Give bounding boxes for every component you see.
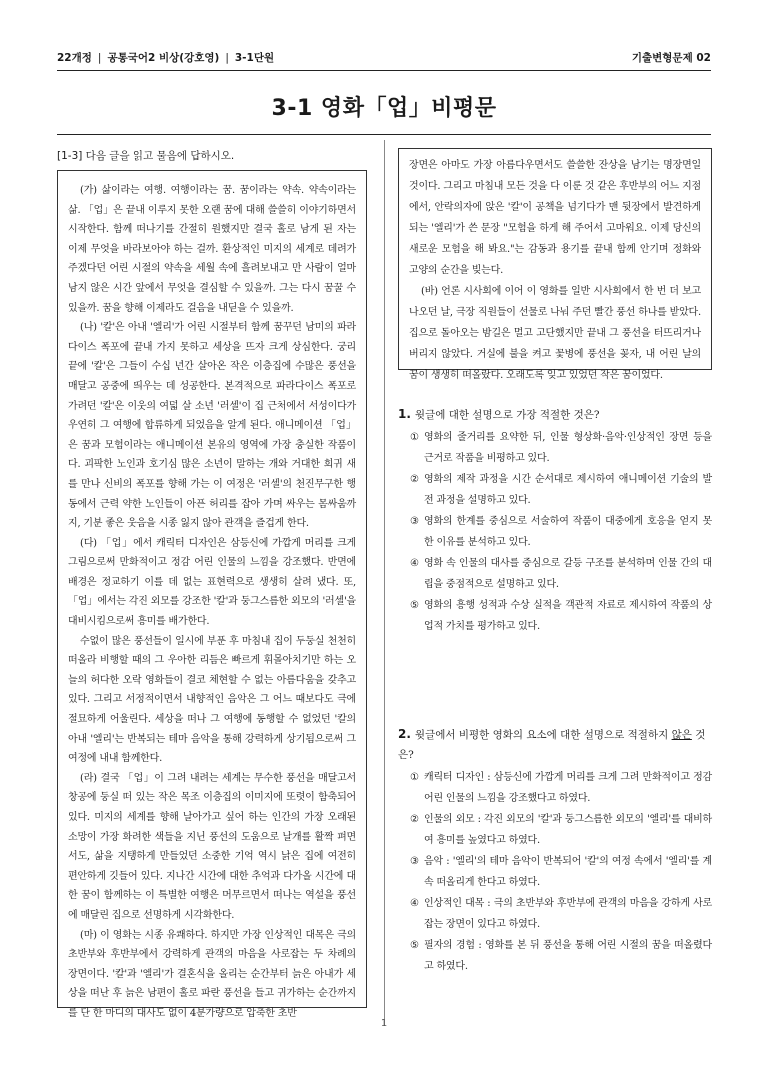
- question-2-option-4[interactable]: [398, 893, 712, 935]
- option-text: 영화 속 인물의 대사를 중심으로 갈등 구조를 분석하며 인물 간의 대립을 중점적으로 설명하고 있다.: [424, 558, 712, 590]
- passage-paragraph-ga: (가) 삶이라는 여행. 여행이라는 꿈. 꿈이라는 약속. 약속이라는 삶. 「업」은 끝내 이루지 못한 오랜 꿈에 대해 쓸쓸히 이야기하면서 시작한다. 함께 떠나기를 간절히 원했지만 결국 홀로 남게 된 자는 이제 무엇을 바라보아야 하는 걸까. 환상적인 미지의 세계로 데려가 주겠다던 어린 시절의 약속을 세월 속에 흘려보내고 만 사람이 얼마 남지 않은 시간 앞에서 무엇을 결심할 수 있을까. 그는 다시 꿈꿀 수 있을까. 꿈을 향해 이제라도 걸음을 내딛을 수 있을까.: [68, 185, 356, 314]
- option-number: ④: [410, 898, 419, 909]
- passage-paragraph-da: (다) 「업」에서 캐릭터 디자인은 삼등신에 가깝게 머리를 크게 그림으로써 만화적이고 정감 어린 인물의 느낌을 강조했다. 반면에 배경은 정교하기 이를 데 없는 표현력으로 생생히 살려 냈다. 또, 「업」에서는 각진 외모를 강조한 '칼'과 둥그스름한 외모의 '러셀'을 대비시킴으로써 흥미를 배가한다.: [68, 537, 356, 628]
- option-number: ⑤: [410, 600, 419, 611]
- question-1-option-2[interactable]: [398, 469, 712, 511]
- instruction-text: [1-3] 다음 글을 읽고 물음에 답하시오.: [57, 150, 235, 162]
- option-number: ②: [410, 474, 419, 485]
- question-1-option-5[interactable]: [398, 595, 712, 637]
- option-number: ③: [410, 856, 419, 867]
- option-text: 인물의 외모 : 각진 외모의 '칼'과 둥그스름한 외모의 '엘리'를 대비하여 흥미를 높였다고 하였다.: [424, 814, 712, 846]
- passage-continuation-box: [398, 148, 712, 381]
- passage-paragraph-na: (나) '칼'은 아내 '엘리'가 어린 시절부터 함께 꿈꾸던 남미의 파라다이스 폭포에 끝내 가지 못하고 세상을 뜨자 크게 상심한다. 궁리 끝에 '칼'은 그들이 수십 년간 살아온 작은 이층집에 수많은 풍선을 매달고 공중에 띄우는 데 성공한다. 본격적으로 파라다이스 폭포로 가려던 '칼'은 이웃의 여덟 살 소년 '러셀'이 집 근처에서 서성이다가 우연히 그 여행에 합류하게 되었음을 알게 된다. 애니메이션 「업」은 꿈과 모험이라는 애니메이션 본유의 영역에 가장 충실한 작품이다. 괴팍한 노인과 호기심 많은 소년이 말하는 개와 거대한 희귀 새를 만나 신비의 폭포를 향해 가는 이 여정은 '러셀'의 천진무구한 행동에서 근력 약한 노인들이 아픈 허리를 잡아 가며 싸우는 몸싸움까지, 기분 좋은 웃음을 시종 잃지 않아 관객을 즐겁게 한다.: [68, 322, 356, 530]
- question-1-option-4[interactable]: [398, 553, 712, 595]
- option-text: 인상적인 대목 : 극의 초반부와 후반부에 관객의 마음을 강하게 사로잡는 장면이 있다고 하였다.: [424, 898, 712, 930]
- question-1-options: [398, 427, 712, 637]
- passage-paragraph-da-2: 수없이 많은 풍선들이 일시에 부푼 후 마침내 집이 두둥실 천천히 떠올라 비행할 때의 그 우아한 리듬은 빠르게 휘몰아치기만 하는 오늘의 허다한 오락 영화들이 결코 체현할 수 없는 아름다움을 갖추고 있다. 그리고 서정적이면서 내향적인 음악은 그 어느 때보다도 극에 절묘하게 어울린다. 세상을 떠나 그 여행에 동행할 수 없었던 '칼의 아내 '엘리'는 반복되는 테마 음악을 통해 강력하게 상기됨으로써 그 여정에 내내 함께한다.: [68, 635, 356, 765]
- question-2-option-5[interactable]: [398, 935, 712, 977]
- question-2-option-1[interactable]: [398, 767, 712, 809]
- page-title: 3-1 영화「업」비평문: [271, 96, 497, 121]
- header-course-info: 22개정 | 공통국어2 비상(강호영) | 3-1단원: [57, 51, 275, 64]
- question-2-stem-underlined: 않은: [671, 729, 692, 741]
- question-1-option-1[interactable]: [398, 427, 712, 469]
- passage-paragraph-ra: (라) 결국 「업」이 그려 내려는 세계는 무수한 풍선을 매달고서 창공에 둥실 떠 있는 작은 목조 이층집의 이미지에 또렷이 함축되어 있다. 미지의 세계를 향해 날아가고 싶어 하는 인간의 가장 오래된 소망이 가장 화려한 색들을 지닌 풍선의 도움으로 날개를 활짝 펴면서도, 삶을 지탱하게 만들었던 소중한 기억 역시 낡은 집에 여전히 편안하게 깃들어 있다. 지나간 시간에 대한 추억과 다가올 시간에 대한 꿈이 함께하는 이 특별한 여행은 머무르면서 떠나는 역설을 풍선에 매달린 집으로 선명하게 시각화한다.: [68, 772, 356, 921]
- column-divider: [384, 140, 385, 1026]
- question-2-stem: [398, 724, 712, 765]
- option-text: 필자의 경험 : 영화를 본 뒤 풍선을 통해 어린 시절의 꿈을 떠올렸다고 하였다.: [424, 940, 712, 972]
- header-unit: 3-1단원: [234, 51, 275, 64]
- header-rule: [57, 70, 711, 71]
- option-number: ②: [410, 814, 419, 825]
- question-1-stem-text: 윗글에 대한 설명으로 가장 적절한 것은?: [414, 409, 600, 421]
- option-text: 영화의 한계를 중심으로 서술하여 작품이 대중에게 호응을 얻지 못한 이유를 분석하고 있다.: [424, 516, 712, 548]
- option-number: ④: [410, 558, 419, 569]
- passage-box: [57, 170, 367, 1019]
- header-exam-type: 기출변형문제 02: [631, 51, 711, 64]
- header-subject: 공통국어2 비상(강호영): [107, 51, 220, 64]
- option-number: ⑤: [410, 940, 419, 951]
- option-text: 영화의 흥행 성적과 수상 실적을 객관적 자료로 제시하여 작품의 상업적 가치를 평가하고 있다.: [424, 600, 712, 632]
- question-2-number: 2.: [398, 727, 411, 741]
- question-1-number: 1.: [398, 407, 411, 421]
- option-text: 영화의 제작 과정을 시간 순서대로 제시하여 애니메이션 기술의 발전 과정을 설명하고 있다.: [424, 474, 712, 506]
- question-2-options: [398, 767, 712, 977]
- passage-continuation-ma: 장면은 아마도 가장 아름다우면서도 쓸쓸한 잔상을 남기는 명장면일 것이다. 그리고 마침내 모든 것을 다 이룬 것 같은 후반부의 어느 지점에서, 안락의자에 앉은 '칼'이 공책을 넘기다가 맨 뒷장에서 발견하게 되는 '엘리'가 쓴 문장 "모험을 하게 해 주어서 고마워요. 이제 당신의 새로운 모험을 해 봐요."는 감동과 용기를 끝내 함께 안기며 정화와 고양의 순간을 빚는다.: [409, 160, 701, 276]
- passage-paragraph-ma: (마) 이 영화는 시종 유쾌하다. 하지만 가장 인상적인 대목은 극의 초반부와 후반부에서 강력하게 관객의 마음을 사로잡는 두 차례의 장면이다. '칼'과 '엘리'가 결혼식을 올리는 순간부터 늙은 아내가 세상을 떠난 후 늙은 남편이 홀로 파란 풍선을 들고 귀가하는 순간까지를 단 한 마디의 대사도 없이 4분가량으로 압축한 초반: [68, 929, 356, 1019]
- question-2-option-2[interactable]: [398, 809, 712, 851]
- option-text: 영화의 줄거리를 요약한 뒤, 인물 형상화·음악·인상적인 장면 등을 근거로 작품을 비평하고 있다.: [424, 432, 712, 464]
- header-curriculum: 22개정: [57, 51, 92, 64]
- option-number: ①: [410, 772, 419, 783]
- question-2: [398, 724, 712, 977]
- option-number: ③: [410, 516, 419, 527]
- question-1-option-3[interactable]: [398, 511, 712, 553]
- page-header: [57, 48, 711, 66]
- passage-paragraph-ba: (바) 언론 시사회에 이어 이 영화를 일반 시사회에서 한 번 더 보고 나오던 날, 극장 직원들이 선물로 나눠 주던 빨간 풍선 하나를 받았다. 집으로 돌아오는 밤길은 멀고 고단했지만 끝내 그 풍선을 터뜨리거나 버리지 않았다. 거실에 불을 켜고 꽃병에 풍선을 꽂자, 내 어린 날의 꿈이 생생히 떠올랐다. 오래도록 잊고 있었던 작은 꿈이었다.: [409, 286, 701, 381]
- option-text: 음악 : '엘리'의 테마 음악이 반복되어 '칼'의 여정 속에서 '엘리'를 계속 떠올리게 한다고 하였다.: [424, 856, 712, 888]
- option-text: 캐릭터 디자인 : 삼등신에 가깝게 머리를 크게 그려 만화적이고 정감 어린 인물의 느낌을 강조했다고 하였다.: [424, 772, 712, 804]
- question-2-option-3[interactable]: [398, 851, 712, 893]
- option-number: ①: [410, 432, 419, 443]
- question-1-stem: [398, 404, 712, 425]
- question-2-stem-text: 윗글에서 비평한 영화의 요소에 대한 설명으로 적절하지: [414, 729, 672, 741]
- question-2-stem-end: 것은?: [398, 729, 706, 761]
- question-1: [398, 404, 712, 637]
- page-number: 1: [380, 1018, 388, 1029]
- title-rule: [57, 134, 711, 135]
